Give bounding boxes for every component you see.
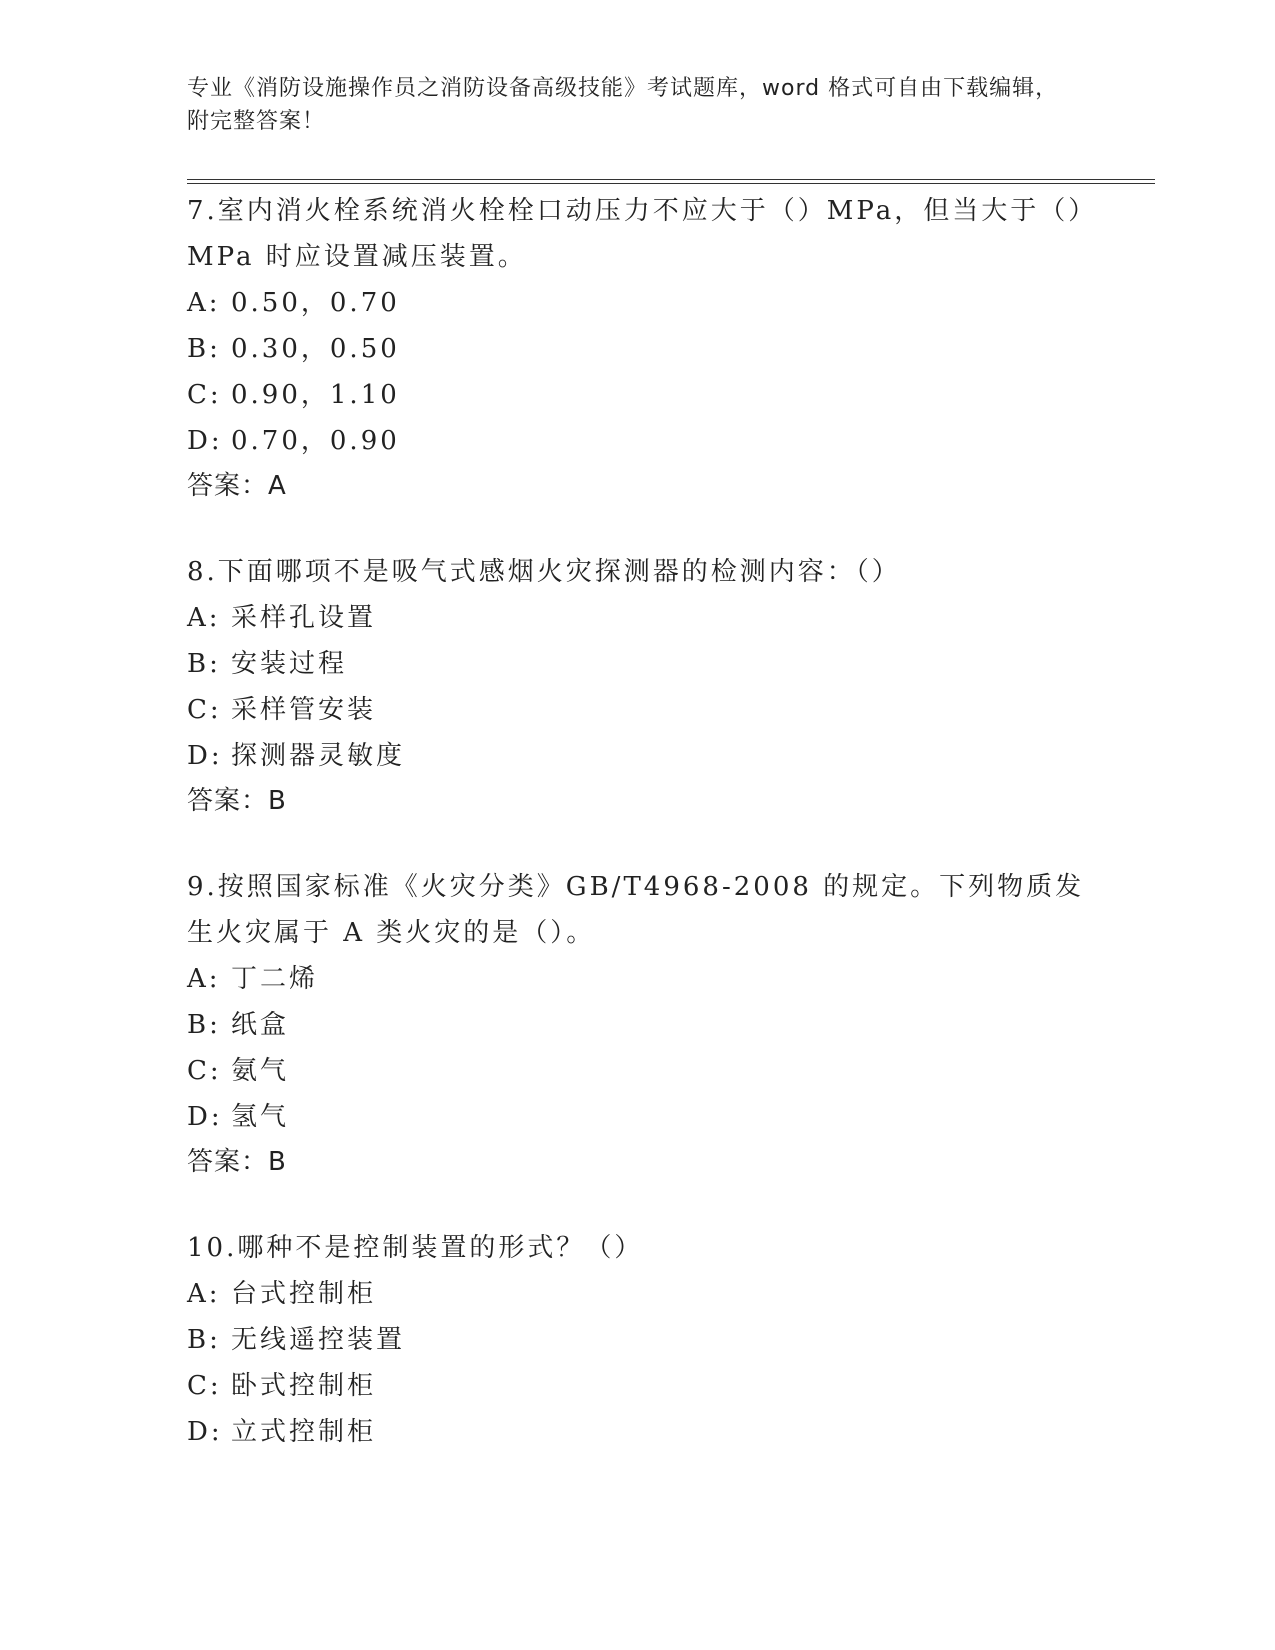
option-text: 采样孔设置 xyxy=(231,603,377,633)
option-key: C: xyxy=(187,380,222,410)
option-d xyxy=(187,418,1087,464)
question-stem: 10.哪种不是控制装置的形式？（） xyxy=(187,1233,644,1263)
option-text: 无线遥控装置 xyxy=(231,1325,406,1355)
option-key: C: xyxy=(187,1056,222,1086)
option-key: B: xyxy=(187,334,221,364)
option-a xyxy=(187,956,1087,1002)
option-c xyxy=(187,1363,1087,1409)
option-a xyxy=(187,595,1087,641)
option-d xyxy=(187,733,1087,779)
option-c xyxy=(187,1048,1087,1094)
option-b xyxy=(187,1317,1087,1363)
option-d xyxy=(187,1094,1087,1140)
option-key: A: xyxy=(187,964,221,994)
option-key: B: xyxy=(187,1325,221,1355)
question-10 xyxy=(187,1225,1087,1455)
question-stem: 7.室内消火栓系统消火栓栓口动压力不应大于（）MPa，但当大于（）MPa 时应设置减压装置。 xyxy=(187,196,1085,272)
question-list xyxy=(187,188,1087,1496)
option-c xyxy=(187,372,1087,418)
option-b xyxy=(187,326,1087,372)
option-text: 台式控制柜 xyxy=(231,1279,377,1309)
option-a xyxy=(187,1271,1087,1317)
option-b xyxy=(187,641,1087,687)
option-key: C: xyxy=(187,1371,222,1401)
option-key: C: xyxy=(187,695,222,725)
option-key: D: xyxy=(187,1102,223,1132)
option-text: 0.70，0.90 xyxy=(231,426,400,456)
answer-line: 答案：A xyxy=(187,471,287,501)
option-key: D: xyxy=(187,1417,223,1447)
document-header: 专业《消防设施操作员之消防设备高级技能》考试题库，word 格式可自由下载编辑，附完整答案！ xyxy=(187,76,1059,134)
option-key: D: xyxy=(187,741,223,771)
option-key: B: xyxy=(187,1010,221,1040)
option-key: A: xyxy=(187,603,221,633)
option-a xyxy=(187,280,1087,326)
option-text: 丁二烯 xyxy=(231,964,319,994)
question-7 xyxy=(187,188,1087,508)
option-text: 安装过程 xyxy=(231,649,348,679)
option-b xyxy=(187,1002,1087,1048)
option-key: A: xyxy=(187,1279,221,1309)
option-text: 立式控制柜 xyxy=(231,1417,377,1447)
option-key: D: xyxy=(187,426,223,456)
question-9 xyxy=(187,864,1087,1184)
option-text: 采样管安装 xyxy=(231,695,377,725)
option-text: 探测器灵敏度 xyxy=(231,741,406,771)
option-text: 纸盒 xyxy=(231,1010,290,1040)
option-text: 0.30，0.50 xyxy=(231,334,400,364)
option-text: 氨气 xyxy=(231,1056,290,1086)
option-text: 卧式控制柜 xyxy=(231,1371,377,1401)
option-d xyxy=(187,1409,1087,1455)
option-c xyxy=(187,687,1087,733)
option-text: 0.50，0.70 xyxy=(231,288,400,318)
header-divider-bottom xyxy=(187,183,1155,184)
header-divider-top xyxy=(187,179,1155,180)
answer-line: 答案：B xyxy=(187,786,287,816)
option-key: B: xyxy=(187,649,221,679)
option-key: A: xyxy=(187,288,221,318)
option-text: 氢气 xyxy=(231,1102,290,1132)
question-8 xyxy=(187,549,1087,823)
answer-line: 答案：B xyxy=(187,1147,287,1177)
question-stem: 8.下面哪项不是吸气式感烟火灾探测器的检测内容：（） xyxy=(187,557,901,587)
question-stem: 9.按照国家标准《火灾分类》GB/T4968-2008 的规定。下列物质发生火灾属于 A 类火灾的是（）。 xyxy=(187,872,1085,948)
option-text: 0.90，1.10 xyxy=(231,380,400,410)
